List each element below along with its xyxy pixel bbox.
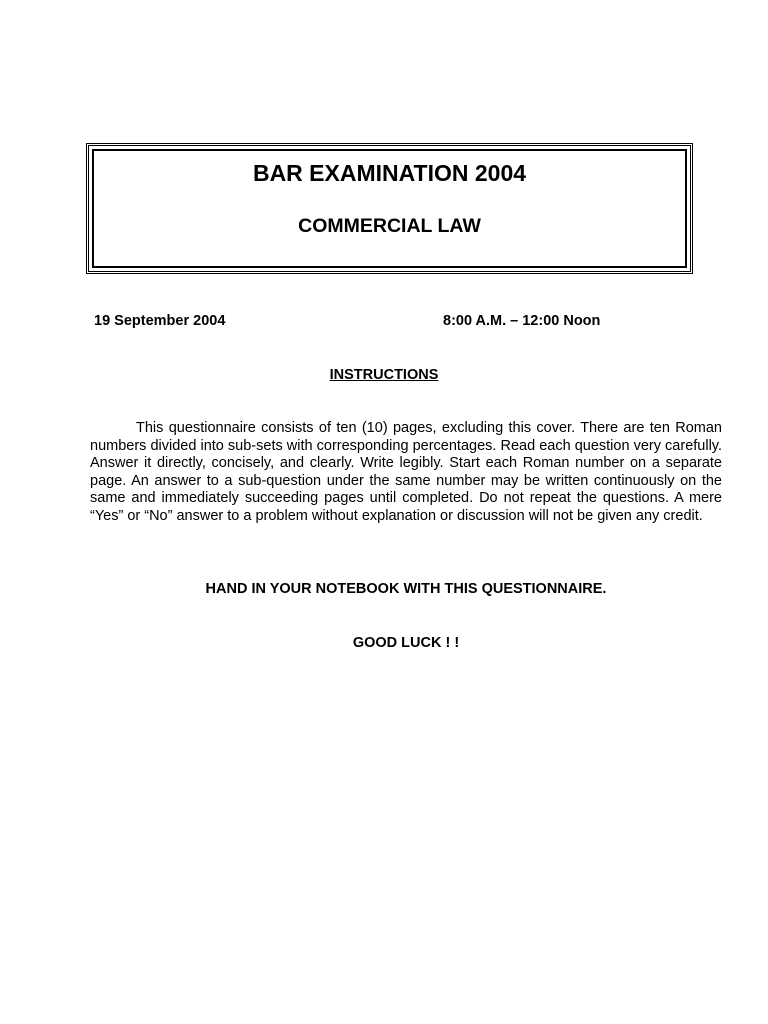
instructions-heading: INSTRUCTIONS — [329, 367, 439, 383]
exam-date: 19 September 2004 — [94, 313, 226, 329]
title-box-inner — [92, 149, 687, 268]
good-luck-message: GOOD LUCK ! ! — [352, 635, 460, 651]
instructions-body: This questionnaire consists of ten (10) pages, excluding this cover. There are ten Roman numbers divided into sub-sets with corresponding percentages. Read each question very carefully. Answer it directly, concisely, and clearly. Write legibly. Start each Roman number on a separate page. An answer to a sub-question under the same number may be written continuously on the same and immediately succeeding pages until completed. Do not repeat the questions. A mere “Yes” or “No” answer to a problem without explanation or discussion will not be given any credit. — [90, 420, 722, 524]
notebook-notice: HAND IN YOUR NOTEBOOK WITH THIS QUESTIONNAIRE. — [205, 581, 607, 597]
exam-title: BAR EXAMINATION 2004 — [252, 160, 527, 186]
title-box — [86, 143, 693, 274]
exam-subject: COMMERCIAL LAW — [298, 215, 481, 237]
exam-time: 8:00 A.M. – 12:00 Noon — [443, 313, 601, 329]
